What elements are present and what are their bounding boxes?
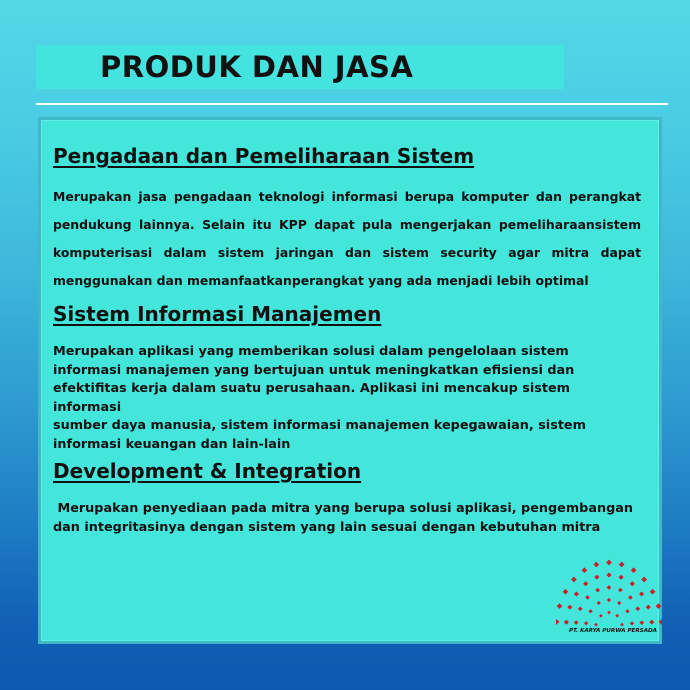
text-line: Merupakan jasa pengadaan teknologi informasi berupa komputer dan perangkat [53,189,641,204]
logo-dot [607,585,612,590]
kpp-logo-icon [556,556,662,638]
text-line: informasi keuangan dan lain-lain [53,436,291,452]
logo-dot [556,619,559,625]
logo-dot [595,588,600,593]
logo-dot [593,562,599,568]
logo-dot [618,588,623,593]
logo-dot [567,605,572,610]
page-title: PRODUK DAN JASA [100,50,414,84]
logo-dot [619,575,624,580]
logo-dot [615,614,619,618]
logo-dot [606,572,611,577]
logo-dot [619,562,625,568]
text-line: sumber daya manusia, sistem informasi manajemen kepegawaian, sistem [53,418,586,433]
text-line: dan integritasinya dengan sistem yang lain sesuai dengan kebutuhan mitra [53,520,601,535]
logo-dot [563,589,569,595]
logo-dot [646,605,651,610]
logo-dot [631,567,637,573]
logo-dot [639,591,644,596]
logo-dot [585,595,590,600]
section-heading-sim: Sistem Informasi Manajemen [53,302,382,326]
section-text-development [53,499,641,537]
logo-dot [583,581,588,586]
logo-dot [639,620,644,625]
logo-dot [574,591,579,596]
logo-dot [625,609,629,613]
text-line: informasi manajemen yang bertujuan untuk meningkatkan efisiensi dan [53,362,575,378]
logo-dot [597,601,601,605]
logo-dot [594,623,598,627]
company-name: PT. KARYA PURWA PERSADA [568,628,658,634]
text-line: efektifitas kerja dalam suatu perusahaan. Aplikasi ini mencakup sistem informasi [53,381,570,415]
section-heading-development: Development & Integration [53,459,362,483]
divider [36,103,668,105]
logo-dot [628,595,633,600]
logo-dot [650,589,656,595]
text-line: Merupakan aplikasi yang memberikan solusi dalam pengelolaan sistem [53,344,569,359]
logo-dot [641,577,647,583]
logo-dot [635,606,640,611]
section-text-pengadaan [53,183,641,295]
logo-dot [620,623,624,627]
logo-dot [574,620,579,625]
logo-dot [571,577,577,583]
logo-dot [606,560,612,566]
logo-dot [588,609,592,613]
logo-dot [594,575,599,580]
logo-dot [659,619,662,625]
logo-dot [649,620,654,625]
text-line: menggunakan dan memanfaatkanperangkat yang ada menjadi lebih optimal [53,273,589,288]
logo-dot [582,567,588,573]
logo-dot [557,603,563,609]
section-text-sim [53,343,641,454]
logo-dot [607,598,611,602]
logo-dot [578,606,583,611]
logo-dot [630,581,635,586]
logo-dot [656,603,662,609]
section-heading-pengadaan: Pengadaan dan Pemeliharaan Sistem [53,144,475,168]
logo-dot [599,614,603,618]
logo-dot [617,601,621,605]
logo-dot [607,611,611,615]
logo-dot [564,620,569,625]
logo-dot [584,621,588,625]
logo-dot [630,621,634,625]
text-line: Merupakan penyediaan pada mitra yang berupa solusi aplikasi, pengembangan [53,501,633,516]
text-line: komputerisasi dalam sistem jaringan dan sistem security agar mitra dapat [53,245,641,260]
text-line: pendukung lainnya. Selain itu KPP dapat pula mengerjakan pemeliharaansistem [53,217,641,232]
